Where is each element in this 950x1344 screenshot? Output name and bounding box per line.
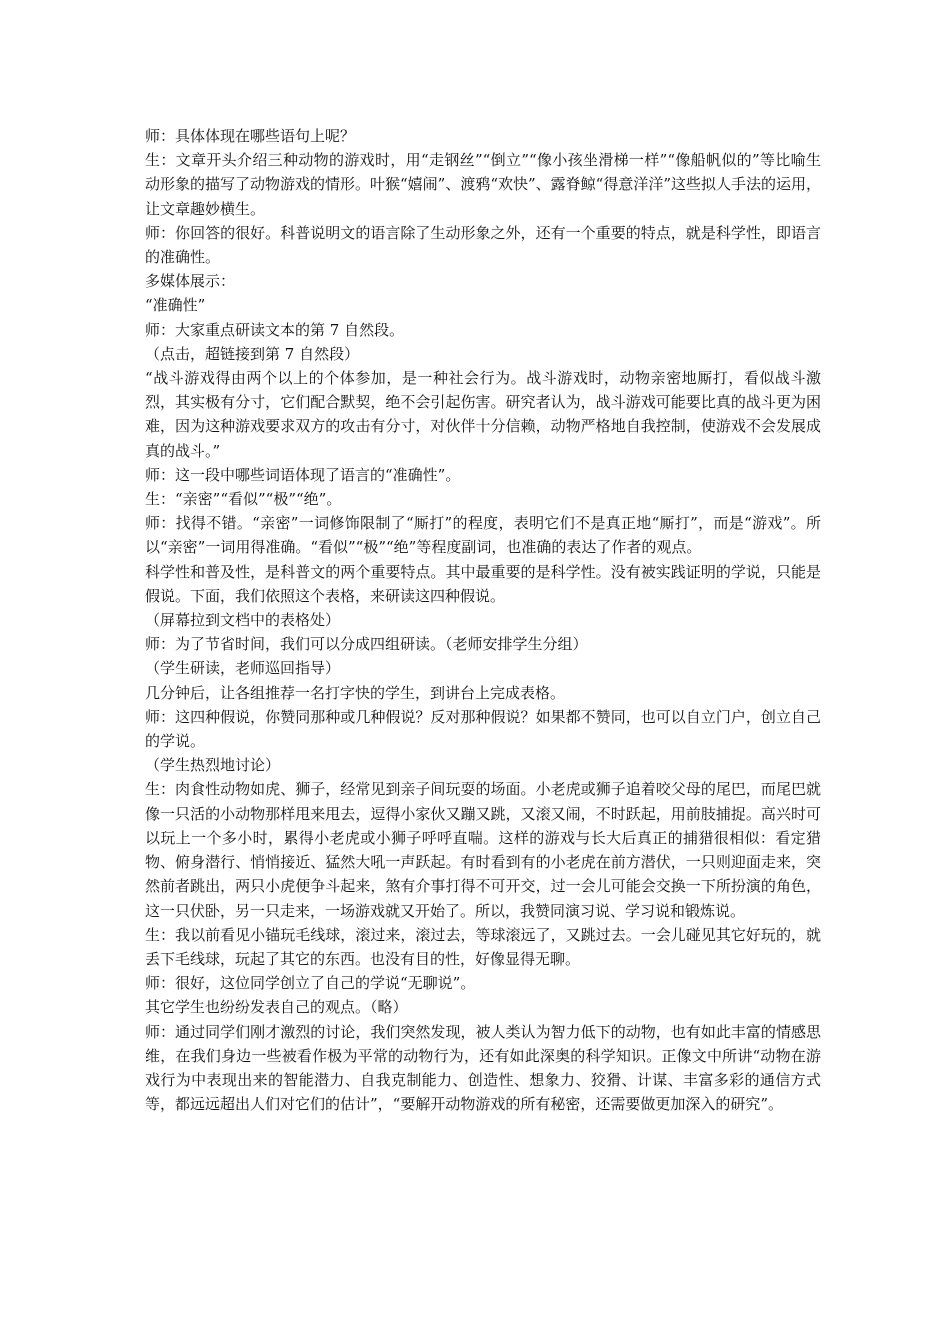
paragraph: 生：我以前看见小锚玩毛线球，滚过来，滚过去，等球滚远了，又跳过去。一会儿碰见其它好玩的，就丢下毛线球，玩起了其它的东西。也没有目的性，好像显得无聊。 [145, 925, 821, 968]
paragraph: “战斗游戏得由两个以上的个体参加，是一种社会行为。战斗游戏时，动物亲密地厮打，看似战斗激烈，其实极有分寸，它们配合默契，绝不会引起伤害。研究者认为，战斗游戏可能要比真的战斗更为困难，因为这种游戏要求双方的攻击有分寸，对伙伴十分信赖，动物严格地自我控制，使游戏不会发展成真的战斗。” [145, 369, 821, 460]
paragraph: 生：文章开头介绍三种动物的游戏时，用“走钢丝”“倒立”“像小孩坐滑梯一样”“像船帆似的”等比喻生动形象的描写了动物游戏的情形。叶猴“嬉闹”、渡鸦“欢快”、露脊鲸“得意洋洋”这些拟人手法的运用，让文章趣妙横生。 [145, 151, 822, 218]
paragraph: （点击，超链接到第 7 自然段） [145, 344, 360, 363]
paragraph: 师：你回答的很好。科普说明文的语言除了生动形象之外，还有一个重要的特点，就是科学性，即语言的准确性。 [145, 223, 821, 267]
paragraph: （学生研读，老师巡回指导） [145, 659, 341, 678]
paragraph: 师：为了节省时间，我们可以分成四组研读。（老师安排学生分组） [145, 635, 588, 654]
paragraph: 师：很好，这位同学创立了自己的学说“无聊说”。 [145, 974, 476, 993]
paragraph: 生：“亲密”“看似”“极”“绝”。 [145, 490, 342, 509]
document-body [145, 124, 821, 1116]
paragraph: 多媒体展示： [145, 272, 236, 291]
paragraph: 师：找得不错。“亲密”一词修饰限制了“厮打”的程度，表明它们不是真正地“厮打”，而是“游戏”。所以“亲密”一词用得准确。“看似”“极”“绝”等程度副词，也准确的表达了作者的观点。 [145, 514, 821, 557]
paragraph: 几分钟后，让各组推荐一名打字快的学生，到讲台上完成表格。 [145, 683, 566, 702]
paragraph: 其它学生也纷纷发表自己的观点。（略） [145, 998, 408, 1017]
paragraph: 师：这一段中哪些词语体现了语言的“准确性”。 [145, 465, 461, 484]
paragraph: 师：通过同学们刚才激烈的讨论，我们突然发现，被人类认为智力低下的动物，也有如此丰富的情感思维，在我们身边一些被看作极为平常的动物行为，还有如此深奥的科学知识。正像文中所讲“动物在游戏行为中表现出来的智能潜力、自我克制能力、创造性、想象力、狡猾、计谋、丰富多彩的通信方式等，都远远超出人们对它们的估计”，“要解开动物游戏的所有秘密，还需要做更加深入的研究”。 [145, 1022, 821, 1114]
paragraph: 师：具体体现在哪些语句上呢？ [145, 127, 356, 145]
paragraph: （学生热烈地讨论） [145, 756, 281, 775]
paragraph: 科学性和普及性，是科普文的两个重要特点。其中最重要的是科学性。没有被实践证明的学说，只能是假说。下面，我们依照这个表格，来研读这四种假说。 [145, 562, 821, 605]
paragraph: 生：肉食性动物如虎、狮子，经常见到亲子间玩耍的场面。小老虎或狮子追着咬父母的尾巴，而尾巴就像一只活的小动物那样甩来甩去，逗得小家伙又蹦又跳，又滚又闹，不时跃起，用前肢捕捉。高兴时可以玩上一个多小时，累得小老虎或小狮子呼呼直喘。这样的游戏与长大后真正的捕猎很相似：看定猎物、俯身潜行、悄悄接近、猛然大吼一声跃起。有时看到有的小老虎在前方潜伏，一只则迎面走来，突然前者跳出，两只小虎便争斗起来，煞有介事打得不可开交，过一会儿可能会交换一下所扮演的角色，这一只伏卧，另一只走来，一场游戏就又开始了。所以，我赞同演习说、学习说和锻炼说。 [145, 780, 821, 920]
paragraph: 师：大家重点研读文本的第 7 自然段。 [145, 320, 405, 339]
paragraph: “准确性” [145, 296, 206, 315]
paragraph: （屏幕拉到文档中的表格处） [145, 611, 341, 630]
paragraph: 师：这四种假说，你赞同那种或几种假说？反对那种假说？如果都不赞同，也可以自立门户，创立自己的学说。 [145, 707, 821, 751]
